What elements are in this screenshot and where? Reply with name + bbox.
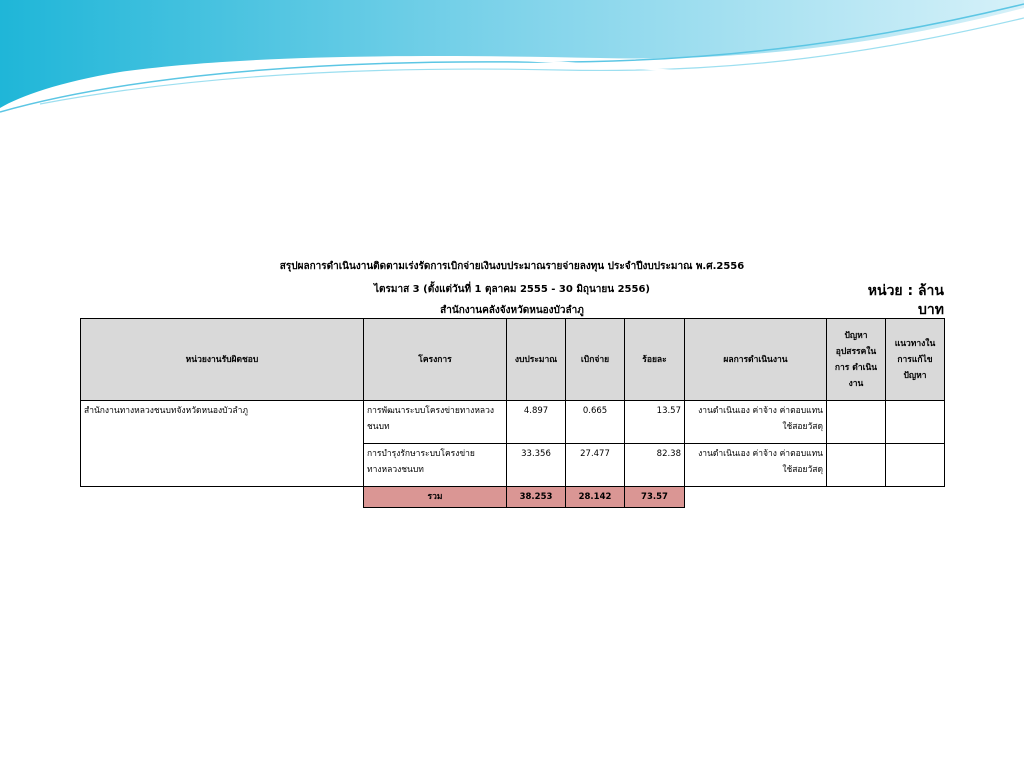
unit-label-line1: หน่วย : ล้าน xyxy=(867,283,944,299)
total-budget: 38.253 xyxy=(507,487,566,508)
total-disbursed: 28.142 xyxy=(566,487,625,508)
header-percent: ร้อยละ xyxy=(625,319,685,401)
report-office: สำนักงานคลังจังหวัดหนองบัวลำภู xyxy=(440,305,584,316)
budget-cell: 33.356 xyxy=(507,444,566,487)
solutions-cell xyxy=(886,401,945,444)
report-title: สรุปผลการดำเนินงานติดตามเร่งรัดการเบิกจ่ายเงินงบประมาณรายจ่ายลงทุน ประจำปีงบประมาณ พ.ศ.2556 xyxy=(279,261,745,272)
project-cell: การบำรุงรักษาระบบโครงข่ายทางหลวงชนบท xyxy=(364,444,507,487)
total-label: รวม xyxy=(364,487,507,508)
total-row xyxy=(81,487,945,508)
summary-table xyxy=(80,318,945,508)
table-row xyxy=(81,401,945,444)
problems-cell xyxy=(827,401,886,444)
unit-label-line2: บาท xyxy=(918,302,944,318)
disbursed-cell: 0.665 xyxy=(566,401,625,444)
header-wave-decoration xyxy=(0,0,1024,130)
header-result: ผลการดำเนินงาน xyxy=(685,319,827,401)
project-cell: การพัฒนาระบบโครงข่ายทางหลวงชนบท xyxy=(364,401,507,444)
result-cell: งานดำเนินเอง ค่าจ้าง ค่าตอบแทน ใช้สอยวัสดุ xyxy=(685,444,827,487)
percent-cell: 82.38 xyxy=(625,444,685,487)
header-solutions: แนวทางใน การแก้ไข ปัญหา xyxy=(886,319,945,401)
header-budget: งบประมาณ xyxy=(507,319,566,401)
report-period: ไตรมาส 3 (ตั้งแต่วันที่ 1 ตุลาคม 2555 - 30 มิถุนายน 2556) xyxy=(374,284,650,295)
unit-label xyxy=(852,282,944,320)
result-cell: งานดำเนินเอง ค่าจ้าง ค่าตอบแทน ใช้สอยวัสดุ xyxy=(685,401,827,444)
agency-cell: สำนักงานทางหลวงชนบทจังหวัดหนองบัวลำภู xyxy=(81,401,364,487)
problems-cell xyxy=(827,444,886,487)
budget-cell: 4.897 xyxy=(507,401,566,444)
header-agency: หน่วยงานรับผิดชอบ xyxy=(81,319,364,401)
header-problems: ปัญหา อุปสรรคใน การ ดำเนินงาน xyxy=(827,319,886,401)
table-header-row xyxy=(81,319,945,401)
header-project: โครงการ xyxy=(364,319,507,401)
disbursed-cell: 27.477 xyxy=(566,444,625,487)
total-percent: 73.57 xyxy=(625,487,685,508)
percent-cell: 13.57 xyxy=(625,401,685,444)
solutions-cell xyxy=(886,444,945,487)
header-disbursed: เบิกจ่าย xyxy=(566,319,625,401)
